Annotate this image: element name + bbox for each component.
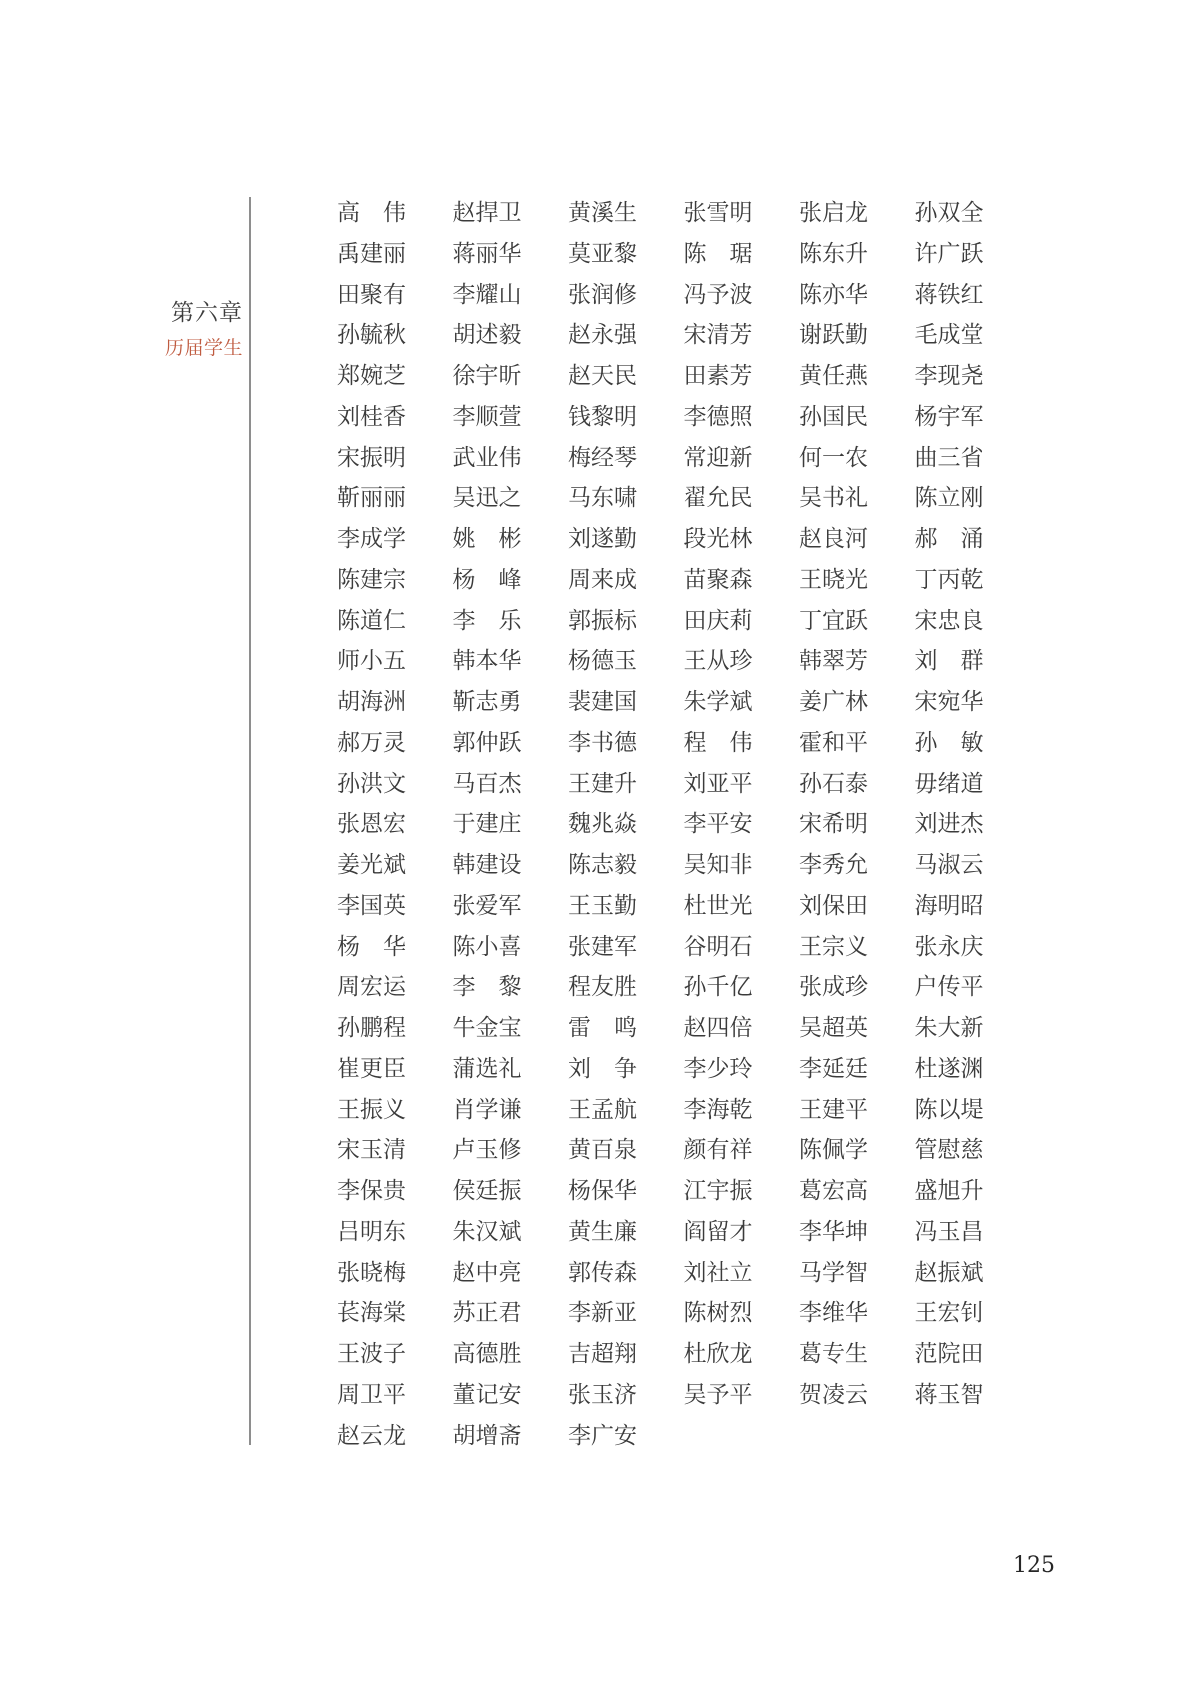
student-name: 毋绪道: [914, 770, 984, 797]
student-name: 吴迅之: [452, 485, 522, 512]
student-name: 赵天民: [568, 363, 637, 389]
student-name: 郭传森: [568, 1259, 637, 1286]
student-name: 王从珍: [683, 648, 753, 675]
student-name: 刘社立: [683, 1259, 753, 1286]
student-name: 张永庆: [914, 933, 984, 960]
student-name: 吴超英: [799, 1015, 868, 1041]
student-name: 孙千亿: [683, 974, 753, 1001]
student-name: 魏兆焱: [568, 811, 637, 838]
student-name: 郝万灵: [337, 729, 406, 756]
student-name: 管慰慈: [914, 1137, 984, 1164]
student-name: 朱大新: [914, 1015, 984, 1041]
student-name: 李新亚: [568, 1300, 637, 1327]
student-name: 宋忠良: [914, 607, 984, 634]
chapter-title: 第六章: [171, 300, 243, 326]
student-name: 蒋铁红: [914, 281, 984, 308]
student-name: 孙石泰: [799, 770, 868, 797]
student-name: 黄任燕: [799, 363, 868, 389]
student-name: 李国英: [337, 892, 406, 919]
student-name: 苗聚森: [683, 566, 753, 593]
student-name: 陈以堤: [914, 1096, 984, 1123]
student-name: 李 黎: [452, 974, 522, 1001]
student-name: 段光林: [683, 526, 753, 552]
student-name: 杨宇军: [914, 403, 984, 430]
student-name: 朱汉斌: [452, 1218, 522, 1245]
student-name: 张雪明: [683, 200, 753, 226]
student-name: 周卫平: [337, 1381, 406, 1408]
student-name: 陈 琚: [683, 240, 753, 267]
student-name: 武业伟: [452, 444, 522, 471]
student-name: 刘亚平: [683, 770, 753, 797]
student-name: 宋振明: [337, 444, 406, 471]
student-name: 韩本华: [452, 648, 522, 675]
student-name: 马淑云: [914, 852, 984, 878]
student-name: 张成珍: [799, 974, 868, 1001]
student-name: 范院田: [914, 1341, 984, 1367]
student-name: 牛金宝: [452, 1015, 522, 1041]
student-name: 蒋玉智: [914, 1381, 984, 1408]
student-name: 张爱军: [452, 892, 522, 919]
student-name: 孙鹏程: [337, 1015, 406, 1041]
student-name: 蒲选礼: [452, 1055, 522, 1082]
student-name: 丁丙乾: [914, 566, 984, 593]
student-name: 师小五: [337, 648, 406, 675]
student-name: 郑婉芝: [337, 363, 406, 389]
student-name: 吴知非: [683, 852, 753, 878]
student-name: 王孟航: [568, 1096, 637, 1123]
student-name: 孙 敏: [914, 729, 984, 756]
student-name: 莫亚黎: [568, 240, 637, 267]
student-name: 黄百泉: [568, 1137, 637, 1164]
student-name: 李华坤: [799, 1218, 868, 1245]
student-name: 曲三省: [914, 444, 984, 471]
student-name: 蒋丽华: [452, 240, 522, 267]
student-name: 王振义: [337, 1096, 406, 1123]
student-name: 程 伟: [683, 729, 753, 756]
student-name: 宋清芳: [683, 322, 753, 349]
page-number: 125: [1013, 1553, 1055, 1578]
student-name: 葛宏高: [799, 1178, 868, 1204]
student-name: 马百杰: [452, 770, 522, 797]
student-name: 陈建宗: [337, 566, 406, 593]
student-name: 高德胜: [452, 1341, 522, 1367]
student-name: 赵中亮: [452, 1259, 522, 1286]
student-names-grid: [337, 201, 985, 1464]
student-name: 李耀山: [452, 281, 522, 308]
student-name: 江宇振: [683, 1178, 753, 1204]
student-name: 赵捍卫: [452, 200, 522, 226]
student-name: 盛旭升: [914, 1178, 984, 1204]
student-name: 杨德玉: [568, 648, 637, 675]
student-name: 李保贵: [337, 1178, 406, 1204]
student-name: 赵良河: [799, 526, 868, 552]
student-name: 李广安: [568, 1422, 637, 1449]
student-name: 苏正君: [452, 1300, 522, 1327]
student-name: 雷 鸣: [568, 1015, 637, 1041]
student-name: 郭振标: [568, 607, 637, 634]
student-name: 田素芳: [683, 363, 753, 389]
student-name: 黄生廉: [568, 1218, 637, 1245]
student-name: 朱学斌: [683, 689, 753, 715]
student-name: 谢跃勤: [799, 322, 868, 349]
student-name: 姜光斌: [337, 852, 406, 878]
student-name: 毛成堂: [914, 322, 984, 349]
student-name: 许广跃: [914, 240, 984, 267]
student-name: 徐宇昕: [452, 363, 522, 389]
student-name: 董记安: [452, 1381, 522, 1408]
student-name: 孙国民: [799, 403, 868, 430]
student-name: 刘桂香: [337, 403, 406, 430]
student-name: 李延廷: [799, 1055, 868, 1082]
student-name: 李平安: [683, 811, 753, 838]
student-name: 张启龙: [799, 200, 868, 226]
student-name: 刘 争: [568, 1055, 637, 1082]
student-name: 韩建设: [452, 852, 522, 878]
student-name: 冯玉昌: [914, 1218, 984, 1245]
student-name: 宋玉清: [337, 1137, 406, 1164]
vertical-divider: [249, 197, 251, 1445]
student-name: 马东啸: [568, 485, 637, 512]
student-name: 程友胜: [568, 974, 637, 1001]
student-name: 李成学: [337, 526, 406, 552]
student-name: 冯予波: [683, 281, 753, 308]
student-name: 王玉勤: [568, 892, 637, 919]
student-name: 田庆莉: [683, 607, 753, 634]
student-name: 刘 群: [914, 648, 984, 675]
chapter-subtitle: 历届学生: [164, 337, 243, 359]
student-name: 王宏钊: [914, 1300, 984, 1327]
student-name: 韩翠芳: [799, 648, 868, 675]
student-name: 吉超翔: [568, 1341, 637, 1367]
student-name: 王建升: [568, 770, 637, 797]
student-name: 王波子: [337, 1341, 406, 1367]
student-name: 杜欣龙: [683, 1341, 753, 1367]
student-name: 赵振斌: [914, 1259, 984, 1286]
student-name: 钱黎明: [568, 403, 637, 430]
student-name: 吴予平: [683, 1381, 753, 1408]
student-name: 赵永强: [568, 322, 637, 349]
student-name: 禹建丽: [337, 240, 406, 267]
student-name: 陈立刚: [914, 485, 984, 512]
student-name: 马学智: [799, 1259, 868, 1286]
student-name: 何一农: [799, 444, 868, 471]
student-name: 户传平: [914, 974, 984, 1001]
student-name: 海明昭: [914, 892, 984, 919]
student-name: 李 乐: [452, 607, 522, 634]
student-name: 翟允民: [683, 485, 753, 512]
student-name: 胡增斋: [452, 1422, 522, 1449]
student-name: 胡海洲: [337, 689, 406, 715]
student-name: 李海乾: [683, 1096, 753, 1123]
student-name: 杨 华: [337, 933, 406, 960]
student-name: 常迎新: [683, 444, 753, 471]
student-name: 侯廷振: [452, 1178, 522, 1204]
student-name: 陈亦华: [799, 281, 868, 308]
student-name: 肖学谦: [452, 1096, 522, 1123]
student-name: 赵云龙: [337, 1422, 406, 1449]
student-name: 李维华: [799, 1300, 868, 1327]
student-name: 于建庄: [452, 811, 522, 838]
student-name: 吕明东: [337, 1218, 406, 1245]
student-name: 陈树烈: [683, 1300, 753, 1327]
student-name: 陈道仁: [337, 607, 406, 634]
student-name: 郭仲跃: [452, 729, 522, 756]
student-name: 裴建国: [568, 689, 637, 715]
student-name: 陈志毅: [568, 852, 637, 878]
chapter-margin-label: [100, 302, 243, 358]
student-name: 李秀允: [799, 852, 868, 878]
student-name: 高 伟: [337, 200, 406, 226]
student-name: 靳丽丽: [337, 485, 406, 512]
student-name: 阎留才: [683, 1218, 753, 1245]
student-name: 梅经琴: [568, 444, 637, 471]
student-name: 周宏运: [337, 974, 406, 1001]
student-name: 李现尧: [914, 363, 984, 389]
student-name: 刘进杰: [914, 811, 984, 838]
student-name: 谷明石: [683, 933, 753, 960]
student-name: 王宗义: [799, 933, 868, 960]
student-name: 霍和平: [799, 729, 868, 756]
student-name: 孙毓秋: [337, 322, 406, 349]
student-name: 张建军: [568, 933, 637, 960]
student-name: 赵四倍: [683, 1015, 753, 1041]
student-name: 姚 彬: [452, 526, 522, 552]
student-name: 卢玉修: [452, 1137, 522, 1164]
student-name: 贺凌云: [799, 1381, 868, 1408]
student-name: 张玉济: [568, 1381, 637, 1408]
student-name: 周来成: [568, 566, 637, 593]
student-name: 张恩宏: [337, 811, 406, 838]
student-name: 黄溪生: [568, 200, 637, 226]
student-name: 崔更臣: [337, 1055, 406, 1082]
student-name: 李顺萱: [452, 403, 522, 430]
student-name: 靳志勇: [452, 689, 522, 715]
student-name: 姜广林: [799, 689, 868, 715]
student-name: 王晓光: [799, 566, 868, 593]
student-name: 李书德: [568, 729, 637, 756]
student-name: 杨保华: [568, 1178, 637, 1204]
student-name: 刘保田: [799, 892, 868, 919]
student-name: 宋希明: [799, 811, 868, 838]
student-name: 王建平: [799, 1096, 868, 1123]
student-name: 丁宜跃: [799, 607, 868, 634]
student-name: 苌海棠: [337, 1300, 406, 1327]
student-name: 宋宛华: [914, 689, 984, 715]
student-name: 李德照: [683, 403, 753, 430]
student-name: 田聚有: [337, 281, 406, 308]
student-name: 陈佩学: [799, 1137, 868, 1164]
student-name: 刘遂勤: [568, 526, 637, 552]
student-name: 李少玲: [683, 1055, 753, 1082]
student-name: 陈小喜: [452, 933, 522, 960]
student-name: 陈东升: [799, 240, 868, 267]
student-name: 吴书礼: [799, 485, 868, 512]
student-name: 颜有祥: [683, 1137, 753, 1164]
student-name: 张晓梅: [337, 1259, 406, 1286]
student-name: 杜世光: [683, 892, 753, 919]
student-name: 杨 峰: [452, 566, 522, 593]
student-name: 胡述毅: [452, 322, 522, 349]
student-name: 郝 涌: [914, 526, 984, 552]
student-name: 张润修: [568, 281, 637, 308]
student-name: 葛专生: [799, 1341, 868, 1367]
student-name: 杜遂渊: [914, 1055, 984, 1082]
student-name: 孙双全: [914, 200, 984, 226]
student-name: 孙洪文: [337, 770, 406, 797]
